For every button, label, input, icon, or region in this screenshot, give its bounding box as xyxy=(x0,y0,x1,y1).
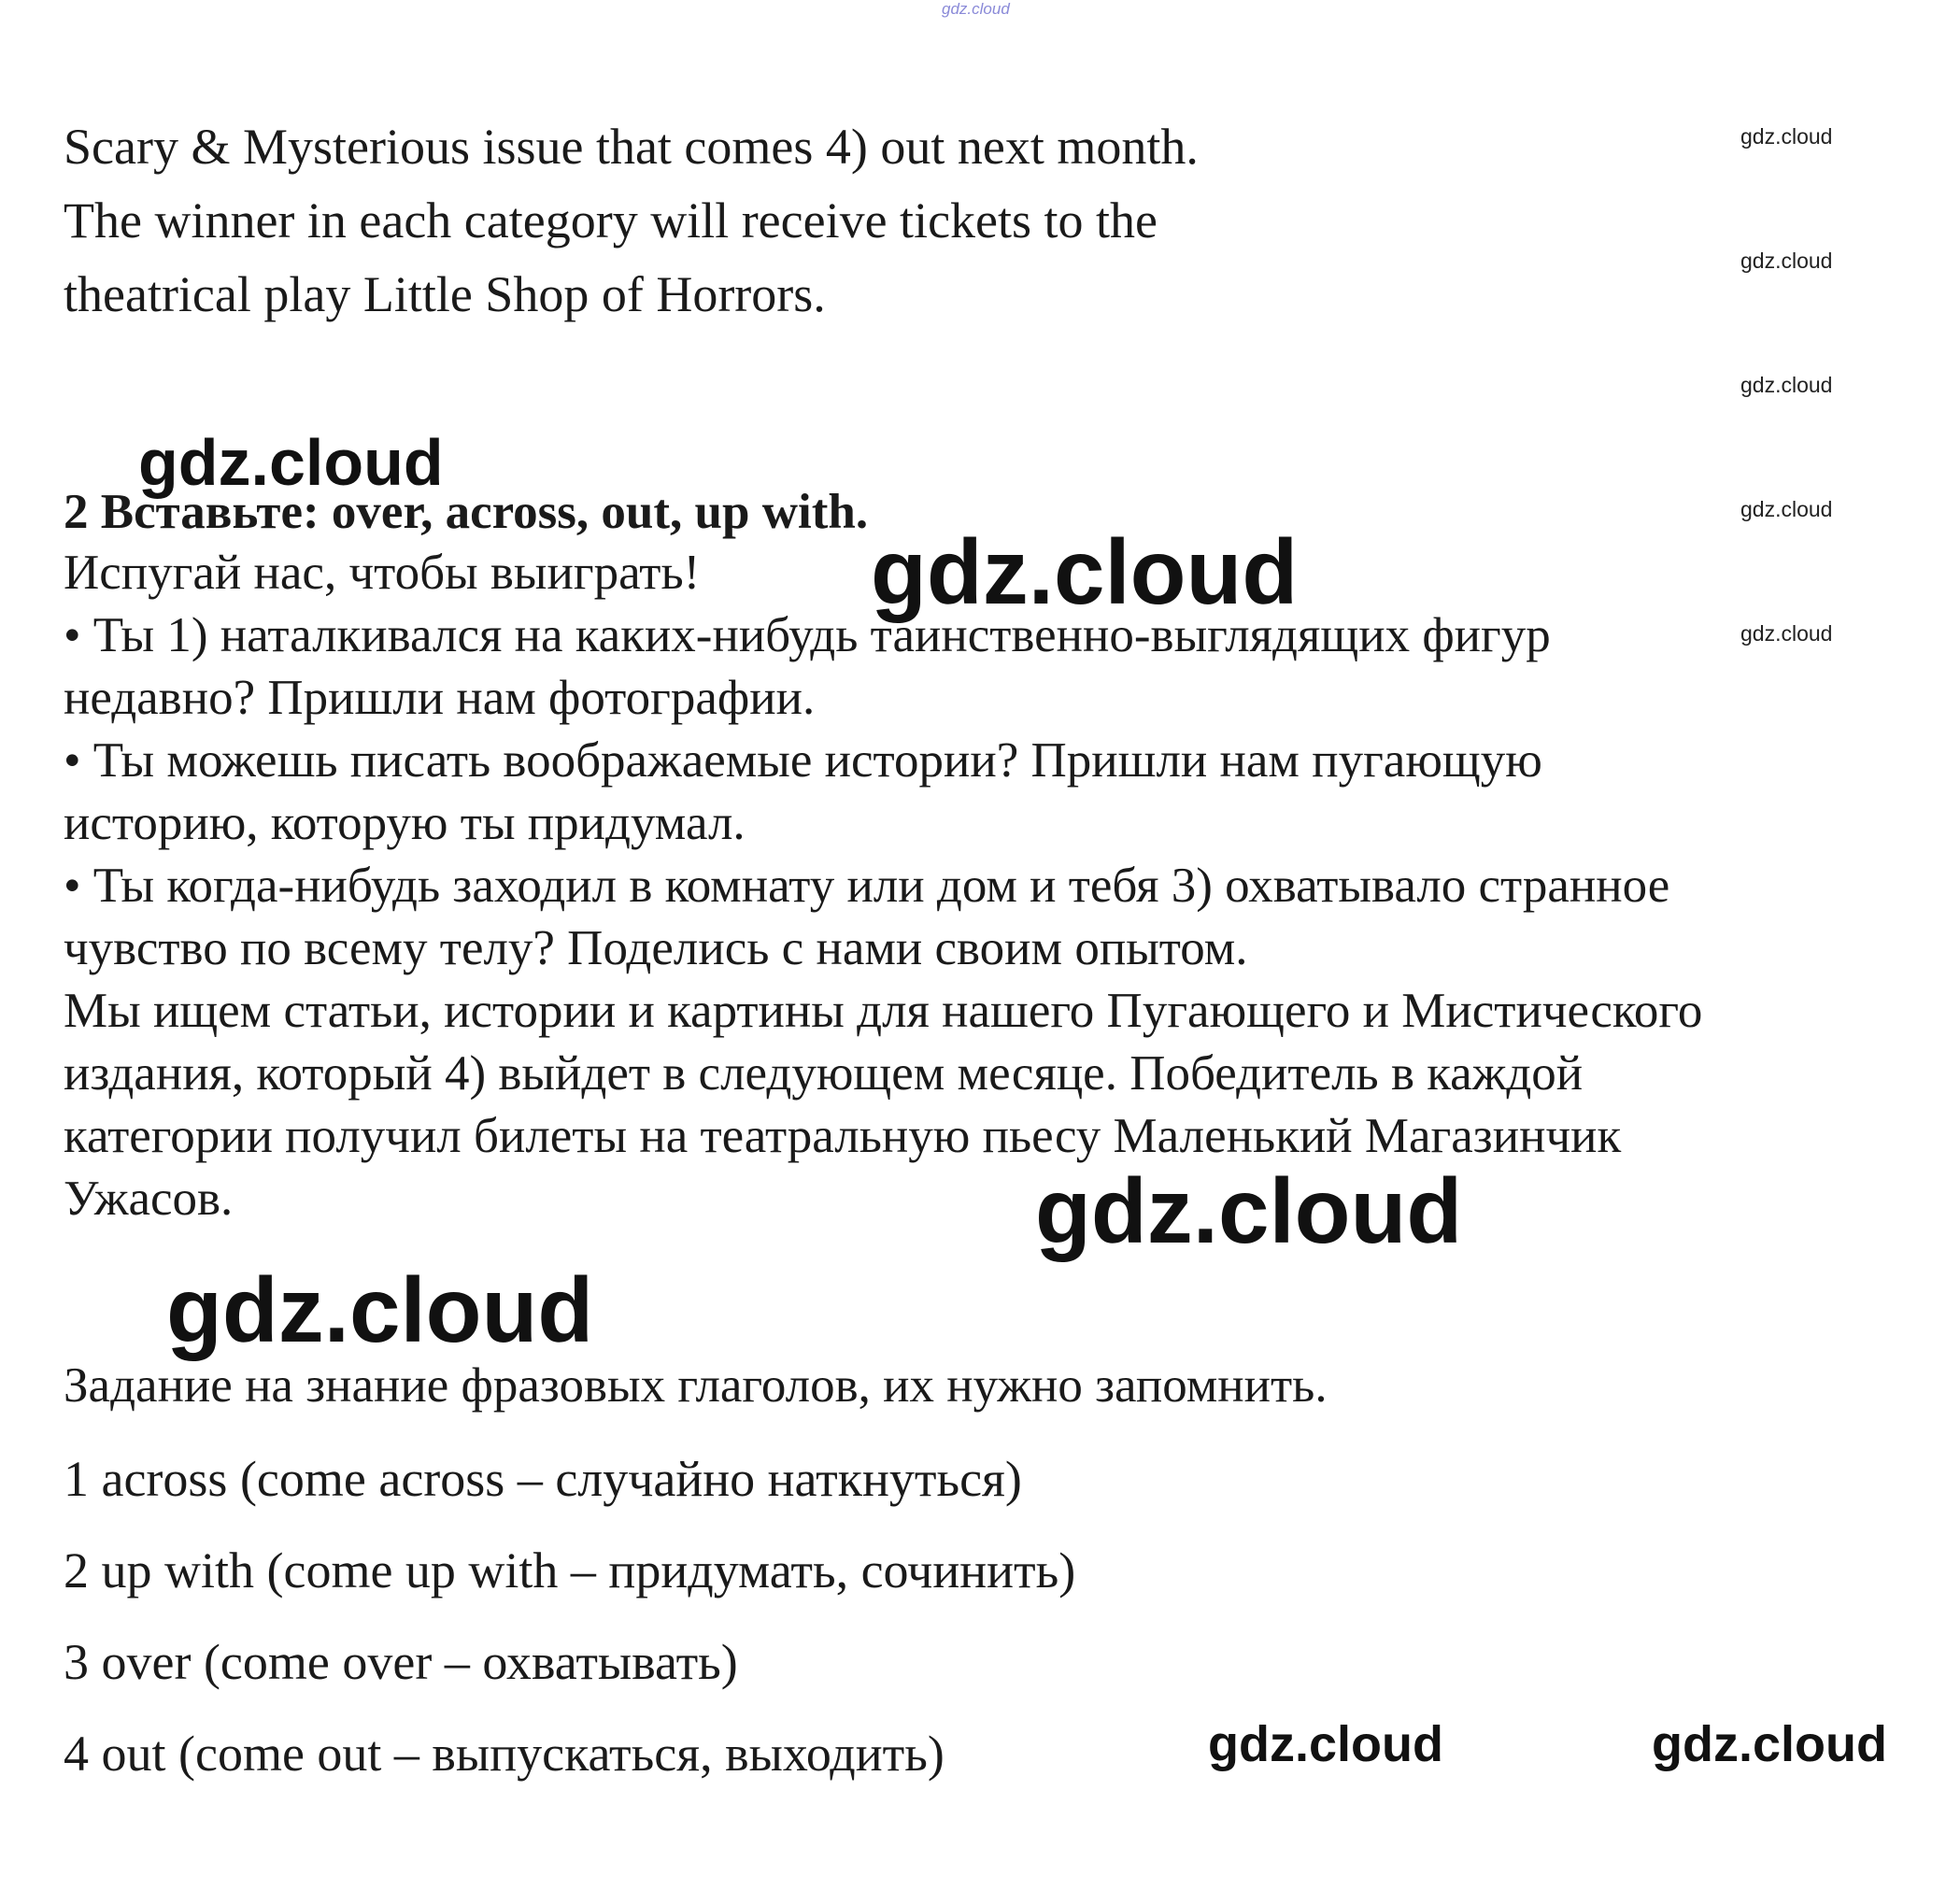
watermark-small: gdz.cloud xyxy=(1740,497,1833,521)
watermark-large: gdz.cloud xyxy=(166,1258,594,1361)
answer-item: 2 up with (come up with – придумать, сочинить) xyxy=(64,1542,1076,1599)
translation-line: Ужасов. xyxy=(64,1172,234,1226)
answer-item: 1 across (come across – случайно наткнуться) xyxy=(64,1451,1022,1507)
translation-line: • Ты когда-нибудь заходил в комнату или дом и тебя 3) охватывало странное xyxy=(64,859,1670,913)
translation-line: • Ты можешь писать воображаемые истории? Пришли нам пугающую xyxy=(64,733,1542,788)
top-watermark: gdz.cloud xyxy=(942,0,1010,18)
english-line: Scary & Mysterious issue that comes 4) out next month. xyxy=(64,119,1199,175)
english-text-block xyxy=(64,110,1371,332)
english-line: theatrical play Little Shop of Horrors. xyxy=(64,266,826,322)
translation-line: Мы ищем статьи, истории и картины для нашего Пугающего и Мистического xyxy=(64,984,1703,1038)
instruction-text: Задание на знание фразовых глаголов, их нужно запомнить. xyxy=(64,1358,1328,1413)
english-line: The winner in each category will receive tickets to the xyxy=(64,192,1158,249)
watermark-small: gdz.cloud xyxy=(1740,373,1833,397)
answer-item: 4 out (come out – выпускаться, выходить) xyxy=(64,1726,945,1782)
answer-item: 3 over (come over – охватывать) xyxy=(64,1634,738,1690)
watermark-large: gdz.cloud xyxy=(1035,1159,1463,1262)
translation-line: • Ты 1) наталкивался на каких-нибудь таинственно-выглядящих фигур xyxy=(64,608,1551,662)
watermark-small: gdz.cloud xyxy=(1740,621,1833,646)
translation-line: категории получил билеты на театральную пьесу Маленький Магазинчик xyxy=(64,1109,1622,1163)
watermark-large: gdz.cloud xyxy=(1652,1716,1887,1772)
translation-line: Испугай нас, чтобы выиграть! xyxy=(64,546,701,600)
watermark-large: gdz.cloud xyxy=(1208,1716,1443,1772)
translation-line: историю, которую ты придумал. xyxy=(64,796,746,850)
translation-line: недавно? Пришли нам фотографии. xyxy=(64,671,816,725)
translation-line: издания, который 4) выйдет в следующем месяце. Победитель в каждой xyxy=(64,1046,1584,1101)
translation-block xyxy=(64,542,1923,1230)
watermark-large: gdz.cloud xyxy=(138,426,444,499)
watermark-large: gdz.cloud xyxy=(871,520,1299,623)
watermark-small: gdz.cloud xyxy=(1740,124,1833,149)
translation-line: чувство по всему телу? Поделись с нами своим опытом. xyxy=(64,921,1248,975)
watermark-small: gdz.cloud xyxy=(1740,249,1833,273)
task-title: 2 Вставьте: over, across, out, up with. xyxy=(64,485,869,539)
